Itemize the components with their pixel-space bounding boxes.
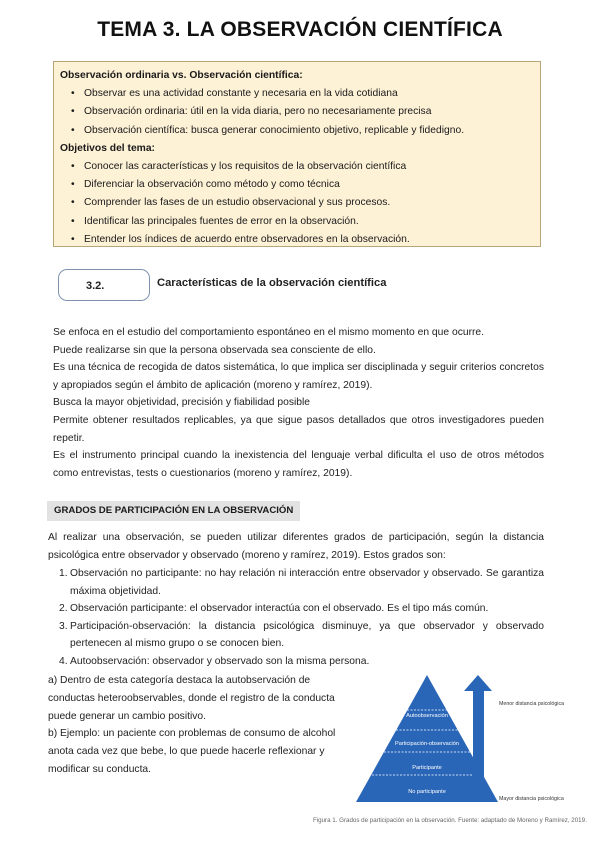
list-item: • Observación científica: busca generar conocimiento objetivo, replicable y fidedigno. [84, 122, 534, 140]
list-item: • Identificar las principales fuentes de error en la observación. [84, 213, 534, 231]
item-number: 3. [59, 620, 68, 632]
item-text: Autoobservación: observador y observado son la misma persona. [70, 655, 370, 667]
figure-caption: Figura 1. Grados de participación en la observación. Fuente: adaptado de Moreno y Ramírez, 2019. [313, 817, 587, 824]
pyramid-level-label: Participante [412, 765, 442, 771]
paragraph: Busca la mayor objetividad, precisión y fiabilidad posible [53, 397, 310, 409]
list-item [48, 653, 544, 671]
paragraph: Permite obtener resultados replicables, ya que sigue pasos detallados que otros investigadores pueden repetir. [53, 414, 544, 444]
grades-list [48, 565, 544, 671]
note-a: a) Dentro de esta categoría destaca la autobservación de conductas heteroobservables, donde el registro de la conducta puede generar un cambio positivo. [48, 675, 335, 722]
paragraph: Es el instrumento principal cuando la inexistencia del lenguaje verbal dificulta el uso de otros métodos como entrevistas, tests o cuestionarios (moreno y ramírez, 2019). [53, 450, 544, 479]
list-item [48, 600, 544, 618]
paragraph: Puede realizarse sin que la persona observada sea consciente de ello. [53, 344, 376, 356]
section-title: Características de la observación científica [157, 277, 387, 289]
participation-pyramid-figure [340, 672, 585, 807]
item-number: 4. [59, 655, 68, 667]
pyramid-level-label: No participante [408, 789, 446, 795]
list-item [48, 565, 544, 600]
list-item: • Entender los índices de acuerdo entre observadores en la observación. [84, 231, 534, 249]
arrow-shaft [473, 690, 484, 802]
paragraph: Se enfoca en el estudio del comportamiento espontáneo en el mismo momento en que ocurre. [53, 327, 485, 338]
list-item: • Observación ordinaria: útil en la vida diaria, pero no necesariamente precisa [84, 103, 534, 121]
list-item [48, 618, 544, 653]
list-item: • Comprender las fases de un estudio observacional y sus procesos. [84, 194, 534, 212]
list-item: • Observar es una actividad constante y necesaria en la vida cotidiana [84, 85, 534, 103]
item-text: Participación-observación: la distancia psicológica disminuye, ya que observador y observado pertenecen al mismo grupo o se conocen bien. [70, 620, 544, 650]
arrow-top-label: Menor distancia psicológica [499, 701, 565, 707]
pyramid-level-label: Autoobservación [406, 713, 448, 719]
item-text: Observación no participante: no hay relación ni interacción entre observador y observado. Se garantiza máxima objetividad. [70, 568, 544, 597]
summary-heading-comparison: Observación ordinaria vs. Observación científica: [60, 70, 303, 81]
characteristics-paragraphs [53, 324, 544, 482]
item-number: 2. [59, 603, 68, 615]
item-number: 1. [59, 568, 68, 579]
list-item: • Diferenciar la observación como método y como técnica [84, 176, 534, 194]
objectives-list [60, 158, 534, 249]
summary-heading-objectives: Objetivos del tema: [60, 142, 155, 154]
pyramid-level-label: Participación-observación [394, 741, 460, 747]
comparison-list [60, 85, 534, 140]
item-text: Observación participante: el observador interactúa con el observado. Es el tipo más común. [70, 603, 489, 615]
grades-notes [48, 672, 348, 779]
paragraph: Es una técnica de recogida de datos sistemática, lo que implica ser disciplinada y seguir criterios concretos y apropiados según el ámbito de aplicación (moreno y ramírez, 2019). [53, 362, 544, 391]
summary-box [53, 61, 541, 247]
page-title: TEMA 3. LA OBSERVACIÓN CIENTÍFICA [97, 18, 503, 41]
list-item: • Conocer las características y los requisitos de la observación científica [84, 158, 534, 176]
grades-intro: Al realizar una observación, se pueden utilizar diferentes grados de participación, según la distancia psicológica entre observador y observado (moreno y ramírez, 2019). Estos grados son: [48, 532, 544, 561]
arrow-up-icon [464, 675, 492, 691]
grades-heading: GRADOS DE PARTICIPACIÓN EN LA OBSERVACIÓN [47, 501, 300, 521]
arrow-bottom-label: Mayor distancia psicológica [499, 796, 564, 802]
note-b: b) Ejemplo: un paciente con problemas de consumo de alcohol anota cada vez que bebe, lo que puede hacerle reflexionar y modificar su conducta. [48, 728, 336, 775]
section-number-badge: 3.2. [58, 269, 150, 301]
